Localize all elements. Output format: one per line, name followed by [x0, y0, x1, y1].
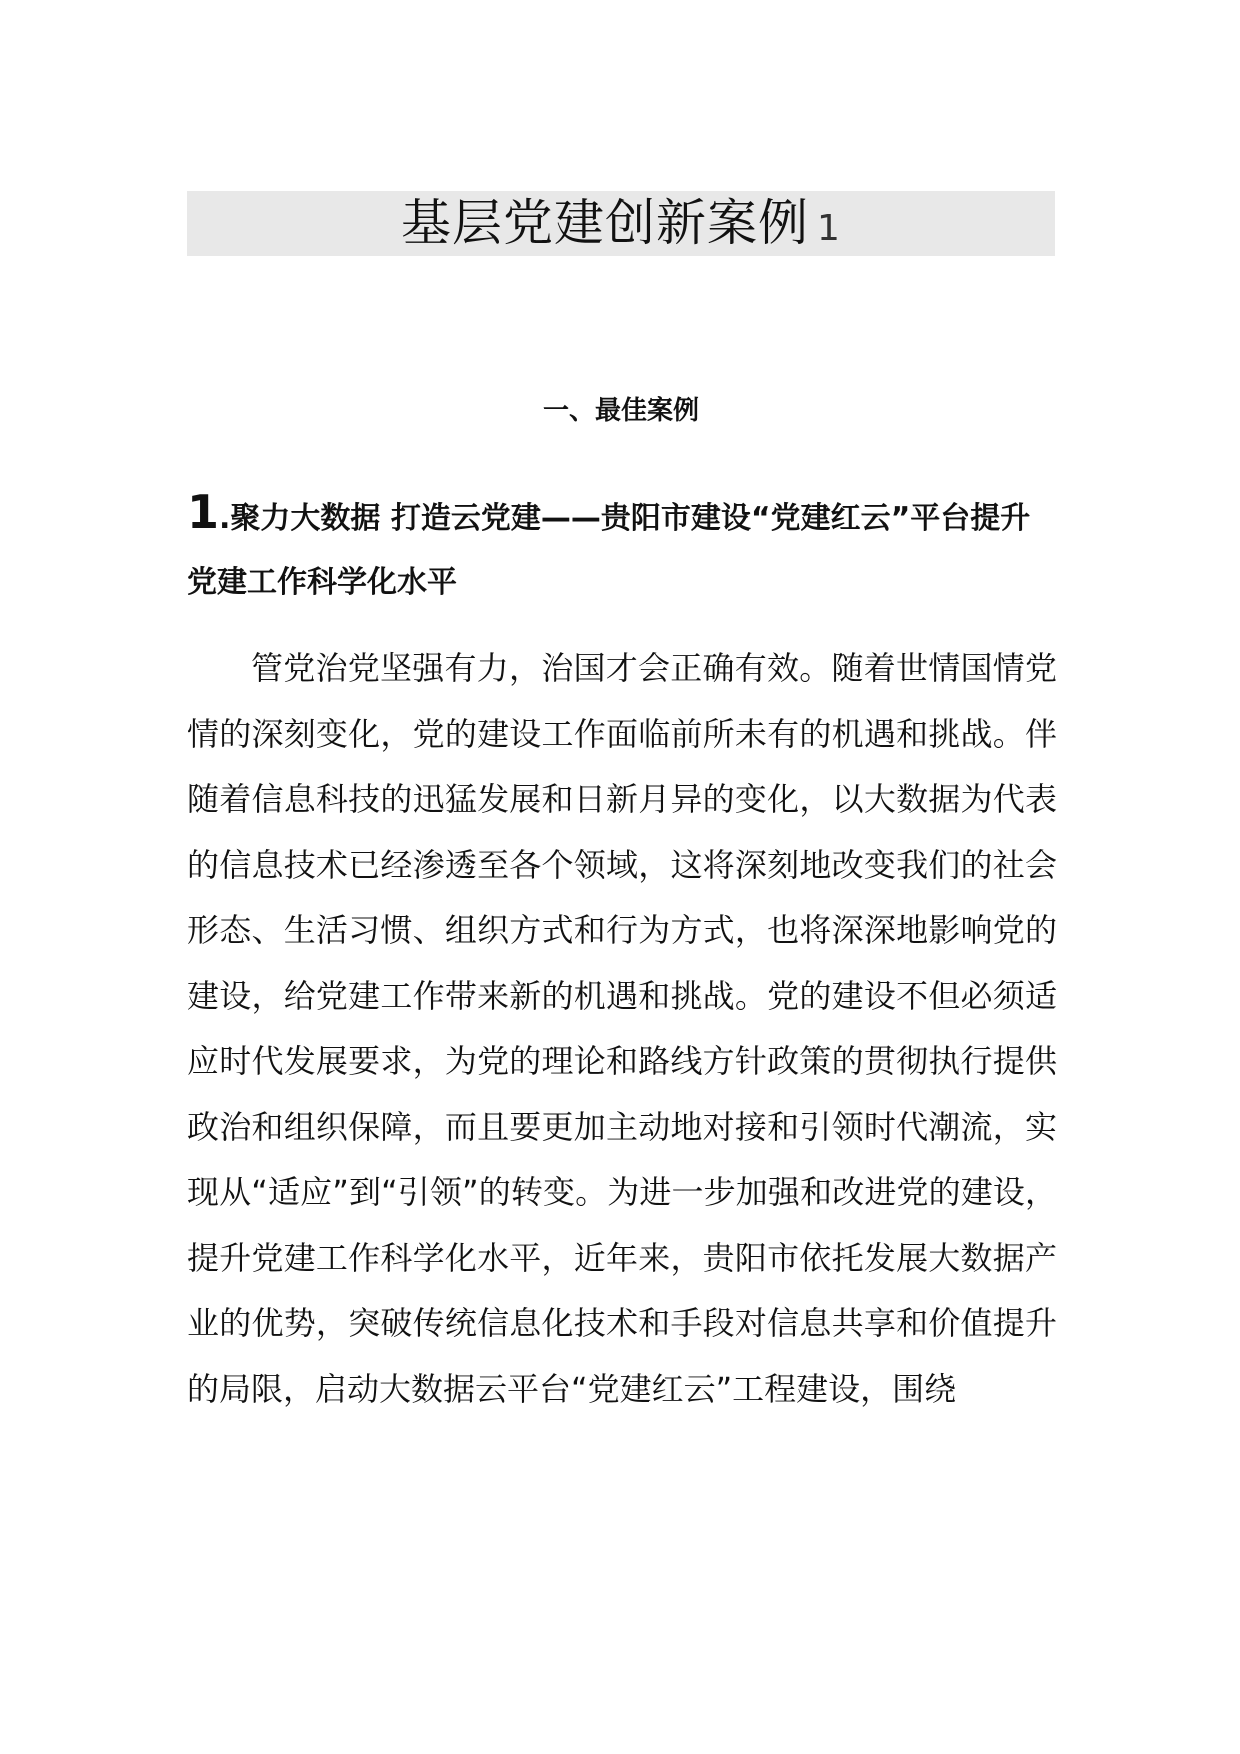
- document-title: [187, 191, 1055, 256]
- document-title-number: 1: [817, 208, 841, 249]
- case-heading: [187, 480, 1057, 615]
- case-heading-text: 聚力大数据 打造云党建——贵阳市建设“党建红云”平台提升党建工作科学化水平: [187, 501, 1031, 600]
- case-number-suffix: .: [219, 501, 231, 536]
- section-heading: 一、最佳案例: [542, 396, 699, 426]
- document-title-text: 基层党建创新案例: [401, 194, 810, 252]
- case-number: 1: [187, 485, 220, 539]
- body-paragraph: 管党治党坚强有力，治国才会正确有效。随着世情国情党情的深刻变化，党的建设工作面临前所未有的机遇和挑战。伴随着信息科技的迅猛发展和日新月异的变化，以大数据为代表的信息技术已经渗透至各个领域，这将深刻地改变我们的社会形态、生活习惯、组织方式和行为方式，也将深深地影响党的建设，给党建工作带来新的机遇和挑战。党的建设不但必须适应时代发展要求，为党的理论和路线方针政策的贯彻执行提供政治和组织保障，而且要更加主动地对接和引领时代潮流，实现从“适应”到“引领”的转变。为进一步加强和改进党的建设，提升党建工作科学化水平，近年来，贵阳市依托发展大数据产业的优势，突破传统信息化技术和手段对信息共享和价值提升的局限，启动大数据云平台“党建红云”工程建设，围绕: [187, 649, 1057, 1408]
